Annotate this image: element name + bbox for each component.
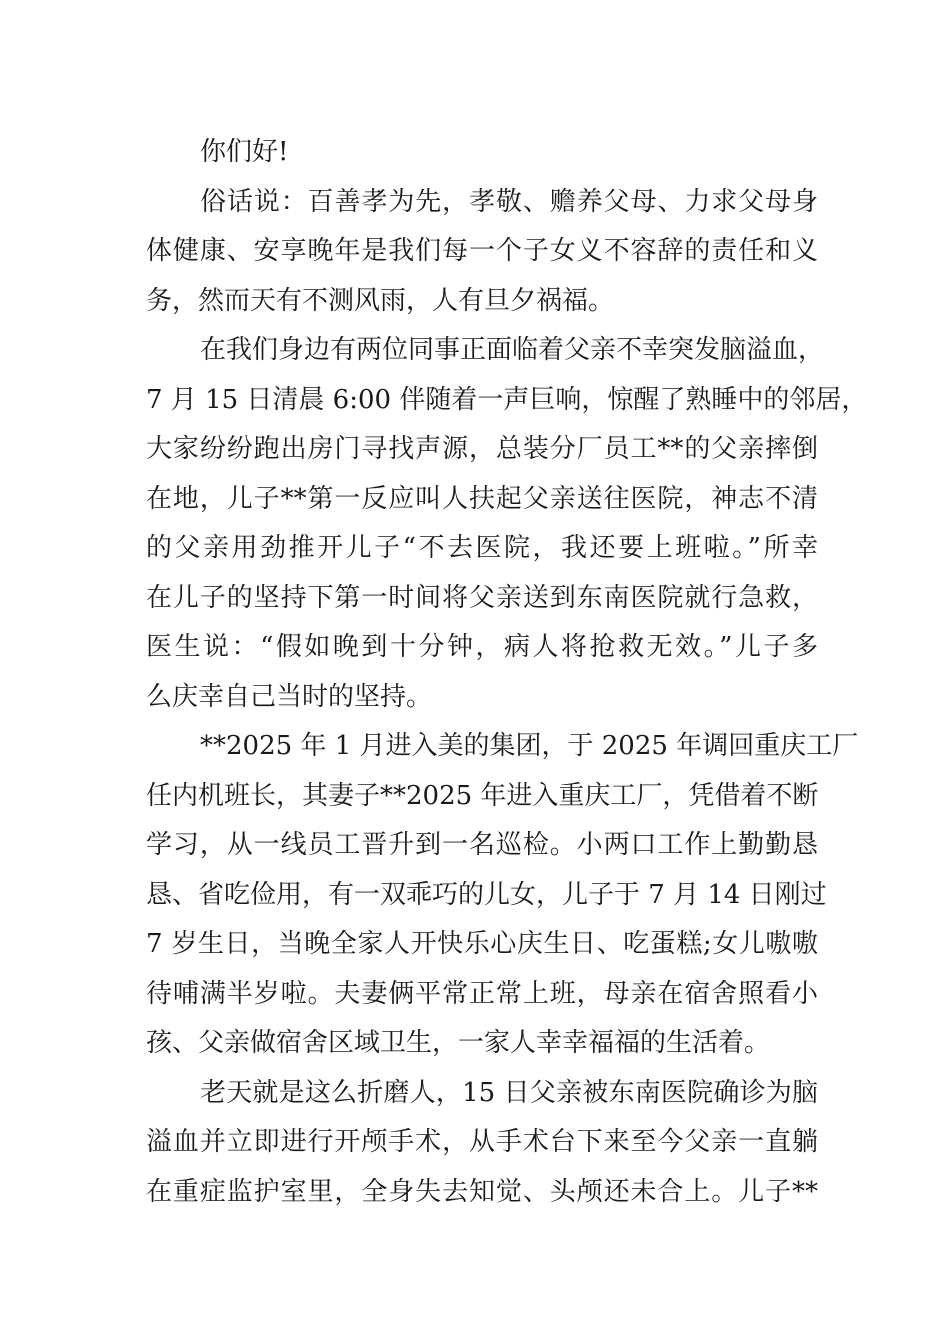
text-line: 7 岁生日，当晚全家人开快乐心庆生日、吃蛋糕;女儿嗷嗷 xyxy=(146,929,818,959)
text-line: 么庆幸自己当时的坚持。 xyxy=(146,681,433,712)
text-line: 医生说：“假如晚到十分钟，病人将抢救无效。”儿子多 xyxy=(146,632,818,662)
text-line: **2025 年 1 月进入美的集团，于 2025 年调回重庆工厂 xyxy=(200,731,859,761)
text-line: 体健康、安享晚年是我们每一个子女义不容辞的责任和义 xyxy=(146,236,818,266)
text-line: 俗话说：百善孝为先，孝敬、赡养父母、力求父母身 xyxy=(200,186,818,217)
text-line: 恳、省吃俭用，有一双乖巧的儿女，儿子于 7 月 14 日刚过 xyxy=(146,879,827,910)
paragraph-proverb xyxy=(146,178,818,327)
text-line: 在儿子的坚持下第一时间将父亲送到东南医院就行急救， xyxy=(146,582,818,613)
text-line: 老天就是这么折磨人，15 日父亲被东南医院确诊为脑 xyxy=(200,1077,818,1108)
text-line: 你们好! xyxy=(200,137,289,167)
text-line: 的父亲用劲推开儿子“不去医院，我还要上班啦。”所幸 xyxy=(146,533,818,563)
text-line: 任内机班长，其妻子**2025 年进入重庆工厂，凭借着不断 xyxy=(146,780,819,811)
text-line: 孩、父亲做宿舍区域卫生，一家人幸幸福福的生活着。 xyxy=(146,1028,771,1058)
paragraph-surgery xyxy=(146,1069,818,1218)
text-line: 待哺满半岁啦。夫妻俩平常正常上班，母亲在宿舍照看小 xyxy=(146,978,818,1009)
paragraph-greeting xyxy=(146,128,818,178)
text-line: 在重症监护室里，全身失去知觉、头颅还未合上。儿子** xyxy=(146,1176,818,1207)
text-line: 在我们身边有两位同事正面临着父亲不幸突发脑溢血， xyxy=(200,335,825,365)
paragraph-family xyxy=(146,722,859,1069)
text-line: 7 月 15 日清晨 6:00 伴随着一声巨响，惊醒了熟睡中的邻居， xyxy=(146,384,868,415)
text-line: 学习，从一线员工晋升到一名巡检。小两口工作上勤勤恳 xyxy=(146,830,818,860)
text-line: 大家纷纷跑出房门寻找声源，总装分厂员工**的父亲摔倒 xyxy=(146,434,818,464)
document-body xyxy=(146,128,868,1217)
text-line: 在地，儿子**第一反应叫人扶起父亲送往医院，神志不清 xyxy=(146,483,818,514)
text-line: 务，然而天有不测风雨，人有旦夕祸福。 xyxy=(146,285,615,316)
paragraph-incident xyxy=(146,326,868,722)
text-line: 溢血并立即进行开颅手术，从手术台下来至今父亲一直躺 xyxy=(146,1127,818,1157)
